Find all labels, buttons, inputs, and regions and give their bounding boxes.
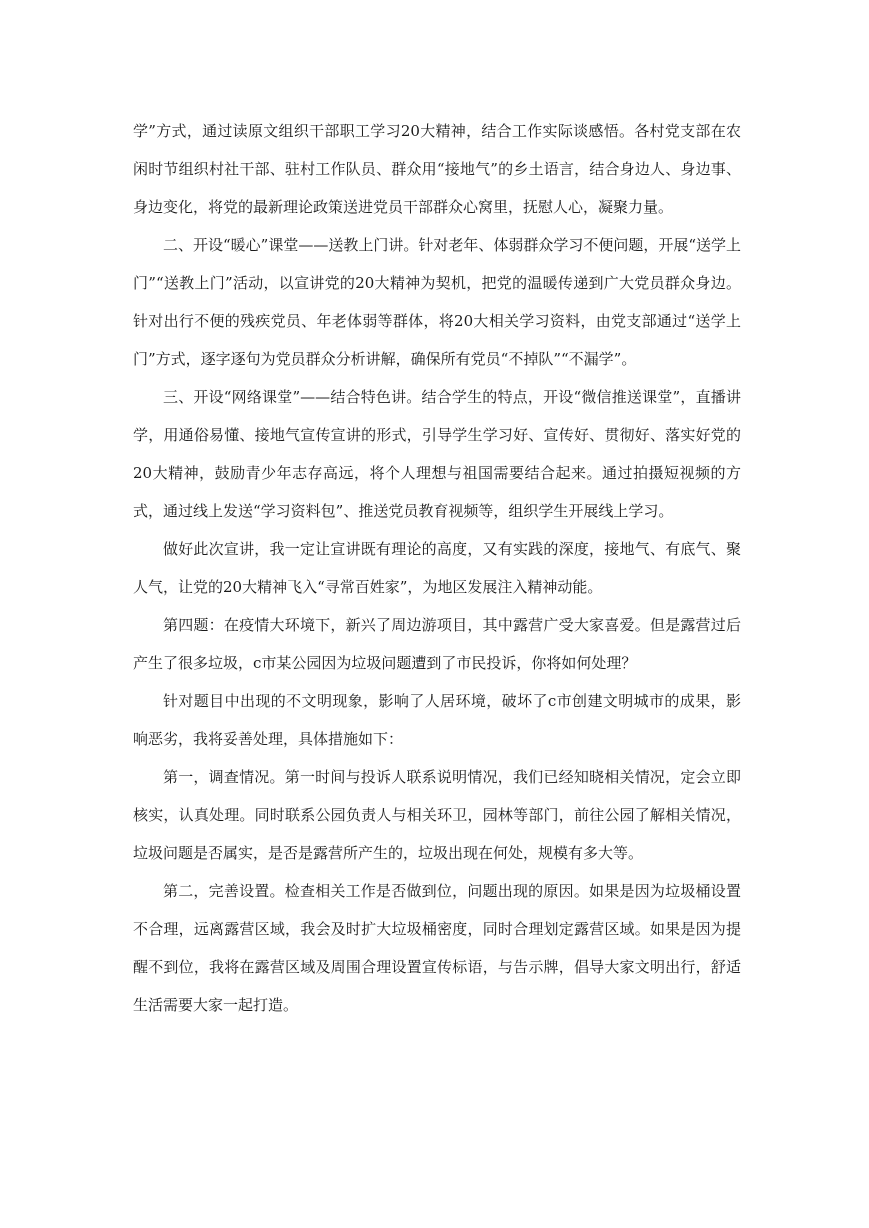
paragraph-5: 第四题：在疫情大环境下，新兴了周边游项目，其中露营广受大家喜爱。但是露营过后产生了很多垃圾，c市某公园因为垃圾问题遭到了市民投诉，你将如何处理？ [133, 616, 741, 672]
paragraph-4: 做好此次宣讲，我一定让宣讲既有理论的高度，又有实践的深度，接地气、有底气、聚人气，让党的20大精神飞入“寻常百姓家”，为地区发展注入精神动能。 [133, 540, 741, 596]
paragraph-3: 三、开设“网络课堂”——结合特色讲。结合学生的特点，开设“微信推送课堂”，直播讲学，用通俗易懂、接地气宣传宣讲的形式，引导学生学习好、宣传好、贯彻好、落实好党的20大精神，鼓励青少年志存高远，将个人理想与祖国需要结合起来。通过拍摄短视频的方式，通过线上发送“学习资料包”、推送党员教育视频等，组织学生开展线上学习。 [133, 388, 741, 520]
paragraph-8: 第二，完善设置。检查相关工作是否做到位，问题出现的原因。如果是因为垃圾桶设置不合理，远离露营区域，我会及时扩大垃圾桶密度，同时合理划定露营区域。如果是因为提醒不到位，我将在露营区域及周围合理设置宣传标语，与告示牌，倡导大家文明出行，舒适生活需要大家一起打造。 [133, 882, 741, 1014]
paragraph-2: 二、开设“暖心”课堂——送教上门讲。针对老年、体弱群众学习不便问题，开展“送学上门”“送教上门”活动，以宣讲党的20大精神为契机，把党的温暖传递到广大党员群众身边。针对出行不便的残疾党员、年老体弱等群体，将20大相关学习资料，由党支部通过“送学上门”方式，逐字逐句为党员群众分析讲解，确保所有党员“不掉队”“不漏学”。 [133, 236, 742, 368]
document-body [133, 112, 741, 1024]
paragraph-6: 针对题目中出现的不文明现象，影响了人居环境，破坏了c市创建文明城市的成果，影响恶劣，我将妥善处理，具体措施如下： [133, 692, 741, 748]
paragraph-7: 第一，调查情况。第一时间与投诉人联系说明情况，我们已经知晓相关情况，定会立即核实，认真处理。同时联系公园负责人与相关环卫，园林等部门，前往公园了解相关情况，垃圾问题是否属实，是否是露营所产生的，垃圾出现在何处，规模有多大等。 [133, 768, 741, 862]
paragraph-1: 学”方式，通过读原文组织干部职工学习20大精神，结合工作实际谈感悟。各村党支部在农闲时节组织村社干部、驻村工作队员、群众用“接地气”的乡土语言，结合身边人、身边事、身边变化，将党的最新理论政策送进党员干部群众心窝里，抚慰人心，凝聚力量。 [133, 122, 741, 216]
